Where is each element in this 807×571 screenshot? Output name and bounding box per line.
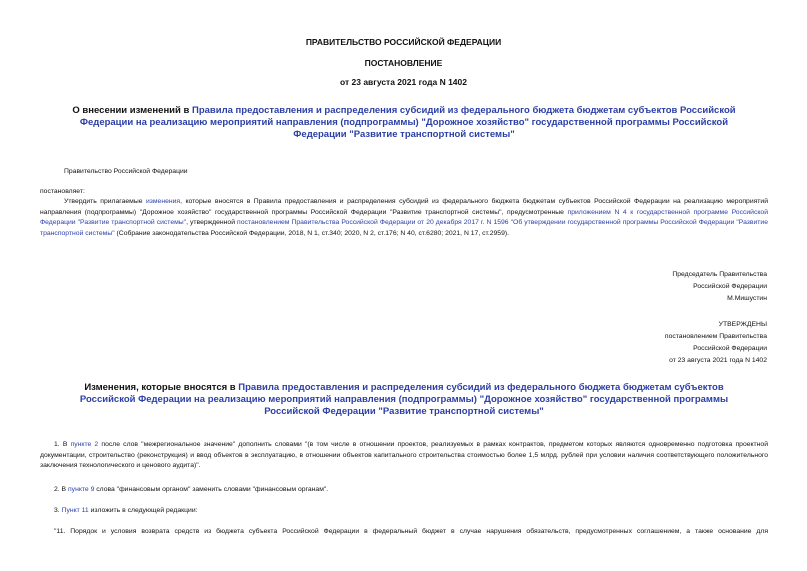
clause-11-link[interactable]: Пункт 11 xyxy=(61,507,89,514)
item-1 xyxy=(40,440,768,472)
item-3-text-2: изложить в следующей редакции: xyxy=(88,507,198,514)
main-paragraph xyxy=(40,197,768,239)
signature-role: Председатель Правительства xyxy=(672,271,767,278)
signature-name: М.Мишустин xyxy=(727,295,767,302)
appendix-4-link[interactable]: приложением N 4 к государственной программе Российской Федерации "Развитие транспортной системы" xyxy=(40,208,768,226)
item-1-text-2: после слов "межрегиональное значение" дополнить словами "(в том числе в отношении проектов, реализуемых в рамках контрактов, предметом которых являются одновременно подготовка проектной документации, строительство (реконструкция) и ввод объектов в эксплуатацию, в отношении объектов капитального строительства стоимостью более 1,5 млрд. рублей при условии наличия соответствующего положительного заключения технологического и ценового аудита)". xyxy=(40,441,768,469)
approved-label: УТВЕРЖДЕНЫ xyxy=(718,321,767,328)
changes-title-prefix: Изменения, которые вносятся в xyxy=(84,382,239,393)
item-2-text-2: слова "финансовым органом" заменить словами "финансовым органам". xyxy=(94,486,329,493)
changes-link[interactable]: изменения xyxy=(145,198,181,205)
clause-2-link[interactable]: пункте 2 xyxy=(70,441,99,448)
title-prefix: О внесении изменений в xyxy=(72,105,192,116)
government-heading: ПРАВИТЕЛЬСТВО РОССИЙСКОЙ ФЕДЕРАЦИИ xyxy=(305,37,502,47)
main-text-1: Утвердить прилагаемые xyxy=(64,198,146,205)
item-3-text-1: 3. xyxy=(54,507,62,514)
item-3-quote: "11. Порядок и условия возврата средств из бюджета субъекта Российской Федерации в федеральный бюджет в случае нарушения обязательств, предусмотренных соглашением, а также основание для xyxy=(54,528,768,535)
item-3 xyxy=(54,506,198,517)
item-1-text-1: 1. В xyxy=(54,441,71,448)
signature-block xyxy=(672,269,767,305)
main-text-3: , утвержденной xyxy=(186,219,238,226)
approved-country: Российской Федерации xyxy=(693,345,767,352)
resolution-1596-link[interactable]: постановлением Правительства Российской Федерации от 20 декабря 2017 г. N 1596 "Об утверждении государственной программы Российской Федерации "Развитие транспортной системы" xyxy=(40,219,768,237)
clause-9-link[interactable]: пункте 9 xyxy=(67,486,95,493)
resolves-label: постановляет: xyxy=(40,188,85,195)
approved-date-number: от 23 августа 2021 года N 1402 xyxy=(669,357,767,364)
issuing-body: Правительство Российской Федерации xyxy=(64,168,188,175)
rules-link[interactable]: Правила предоставления и распределения субсидий из федерального бюджета бюджетам субъектов Российской Федерации на реализацию мероприятий направления (подпрограммы) "Дорожное хозяйство" государственной программы Российской Федерации "Развитие транспортной системы" xyxy=(79,105,736,140)
document-date-number: от 23 августа 2021 года N 1402 xyxy=(340,77,467,87)
signature-country: Российской Федерации xyxy=(693,283,767,290)
changes-title xyxy=(56,382,752,418)
main-text-2: , которые вносятся в Правила предоставления и распределения субсидий из федерального бюджета бюджетам субъектов Российской Федерации на реализацию мероприятий направления (подпрограммы) "Дорожное хозяйство" государственной программы Российской Федерации "Развитие транспортной системы", предусмотренные xyxy=(40,198,769,216)
item-2 xyxy=(54,485,328,496)
document-title xyxy=(56,105,752,141)
document-type: ПОСТАНОВЛЕНИЕ xyxy=(364,58,443,68)
main-text-4: (Собрание законодательства Российской Федерации, 2018, N 1, ст.340; 2020, N 2, ст.176; N 40, ст.6280; 2021, N 17, ст.2959). xyxy=(114,229,510,237)
rules-link-2[interactable]: Правила предоставления и распределения субсидий из федерального бюджета бюджетам субъектов Российской Федерации на реализацию мероприятий направления (подпрограммы) "Дорожное хозяйство" государственной программы Российской Федерации "Развитие транспортной системы" xyxy=(79,382,729,417)
approved-by: постановлением Правительства xyxy=(664,333,767,340)
approved-block xyxy=(665,319,767,367)
item-2-text-1: 2. В xyxy=(54,486,68,493)
